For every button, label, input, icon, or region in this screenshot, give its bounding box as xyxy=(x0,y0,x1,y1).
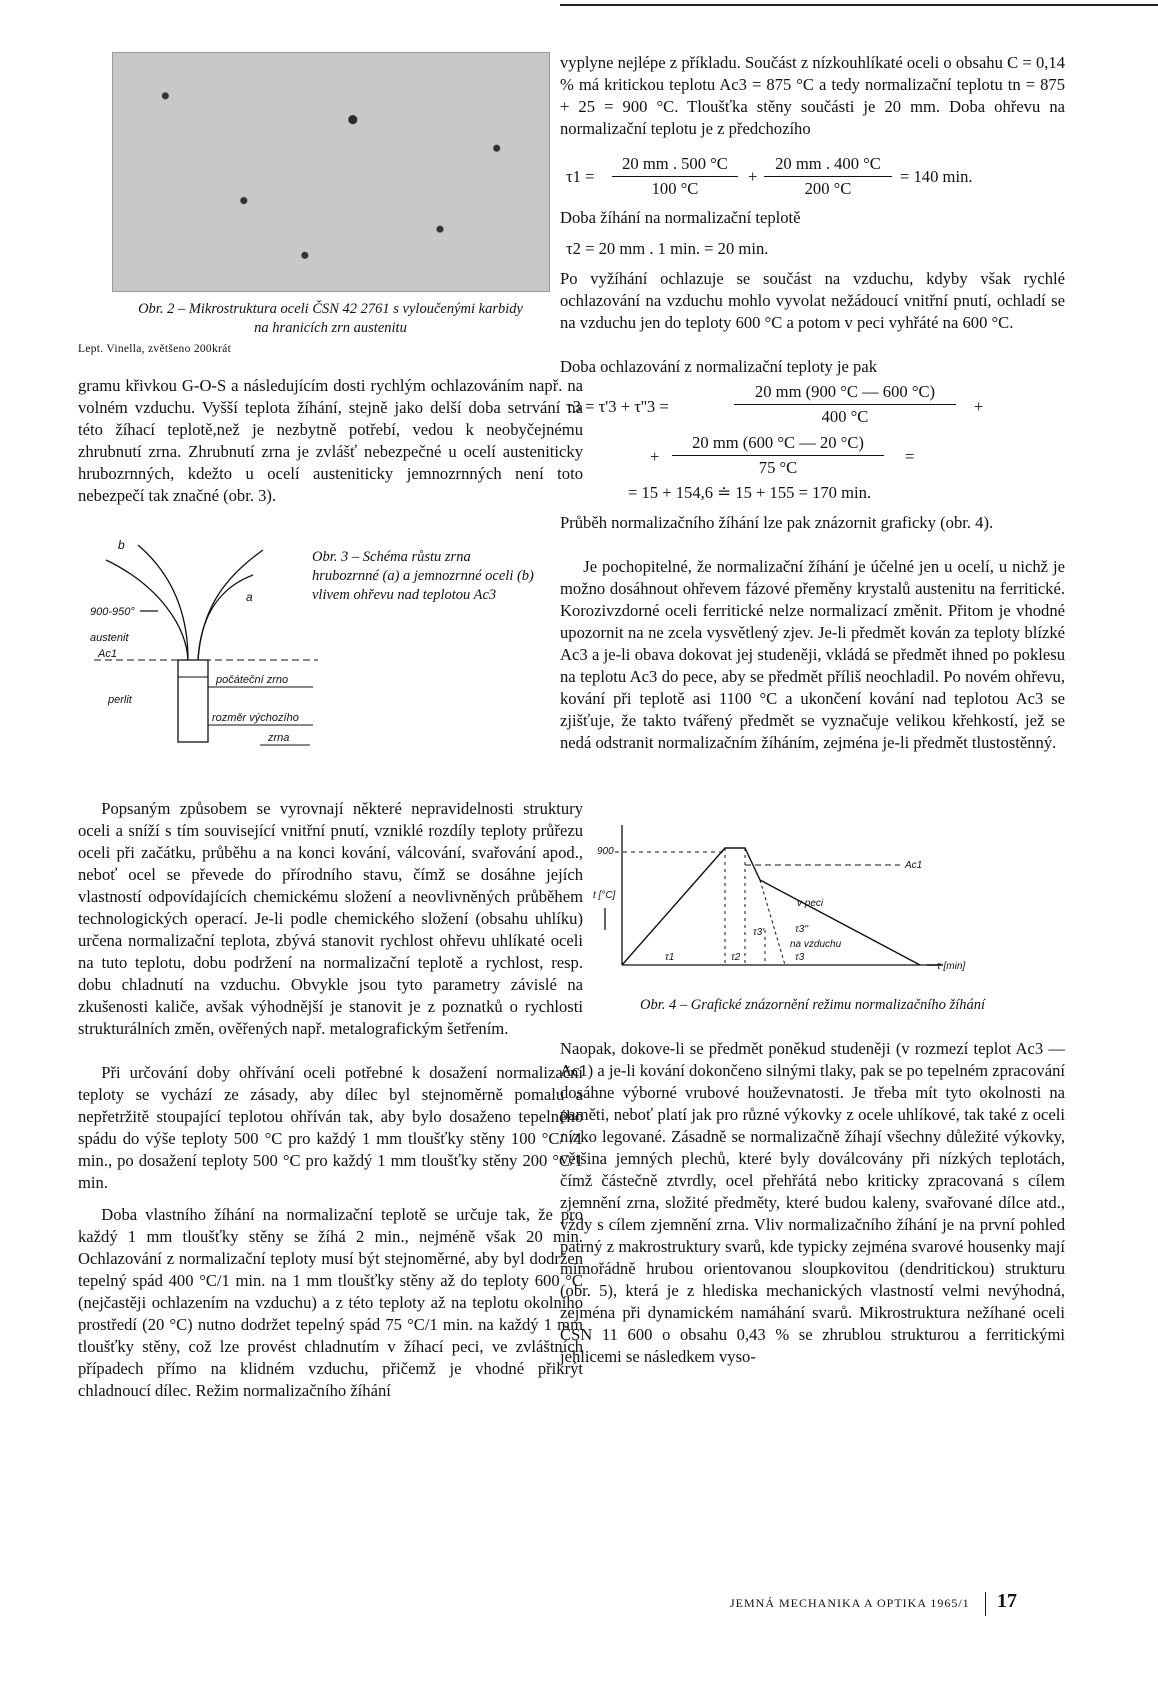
fig3-label-rozmer: rozměr výchozího xyxy=(212,712,299,724)
fig4-label-tau2: τ2 xyxy=(731,952,741,963)
right-paragraph-7: Naopak, dokove-li se předmět poněkud studeněji (v rozmezí teplot Ac3 — Ac1) a je-li kování dokončeno silnými tlaky, pak se po tepelném zpracování dosáhne výborné vrubové houževnatosti. Je třeba mít tyto okolnosti na paměti, neboť platí jak pro různé výkovky z ocele uhlíkové, tak také z oceli nízko legované. Zásadně se normalizačně žíhají všechny důležité výkovky, většina jemných plechů, které byly doválcovány při nízkých teplotách, čímž částečně ztvrdly, ocel přehřátá nebo kriticky zpracovaná s cílem zjemnění zrna, složité předměty, které budou kaleny, svařované dílce atd., vždy s cílem zjemnění zrna. Vliv normalizačního žíhání je na první pohled patrný z makrostruktury svarů, kde typicky zejména svarové housenky mají mimořádně hrubou orientovanou sloupkovitou (dendritickou) strukturu (obr. 5), která je z hlediska mechanických vlastností velmi nevýhodná, zejména při dynamickém namáhání svarů. Mikrostruktura nežíhané oceli ČSN 11 600 o obsahu 0,43 % se zhrublou strukturou a ferritickými jehlicemi se následkem vyso- xyxy=(560,1039,1065,1366)
top-rule xyxy=(560,4,1158,6)
fig4-label-tau3p: τ3' xyxy=(753,927,765,938)
page-number: 17 xyxy=(997,1590,1017,1612)
eq3-eq: = xyxy=(905,447,915,466)
fig3-label-pocatecni: počáteční zrno xyxy=(216,674,289,686)
fig4-label-tau3pp: τ3'' xyxy=(795,924,809,935)
fig3-label-perlit: perlit xyxy=(108,694,132,706)
eq1-lhs: τ1 = xyxy=(566,167,595,186)
eq3-num1: 20 mm (900 °C — 600 °C) xyxy=(754,382,936,401)
fig3-label-austenit: austenit xyxy=(90,632,129,644)
fig4-label-ac1: Ac1 xyxy=(905,860,923,871)
figure2-caption-line2: na hranicích zrn austenitu xyxy=(254,320,407,336)
fig4-label-t: t [°C] xyxy=(593,890,616,901)
figure3-diagram xyxy=(78,535,318,775)
footer-divider xyxy=(985,1592,986,1616)
left-paragraph-2: Popsaným způsobem se vyrovnají některé nepravidelnosti struktury oceli a sníží s tím související vnitřní pnutí, vzniklé rozdíly teploty průřezu oceli při začátku, průběhu a na konci kování, válcování, svařování apod., neboť ocel se převede do přírodního stavu, čímž se dosáhne jejích vlastností odpovídajících chemickému složení a neovlivněných průběhem technologických operací. Je-li podle chemického složení (obsahu uhlíku) určena normalizační teplota, zbývá stanovit rychlost ohřevu uhlíkaté oceli na tuto teplotu, dobu podržení na normalizační teplotě a rychlost, resp. dobu chladnutí na vzduchu. Obvykle jsou tyto parametry závislé na zkušenosti kaliče, avšak výhodnější je stanovit je z poznatků o rychlosti strukturálních změn, ověřených např. metalografickým šetřením. xyxy=(78,799,583,1038)
fig4-label-navzduchu: na vzduchu xyxy=(790,939,842,950)
fig3-label-b: b xyxy=(118,538,125,552)
eq3-num2: 20 mm (600 °C — 20 °C) xyxy=(692,433,864,452)
eq3-plus2: + xyxy=(650,447,660,466)
eq1-rhs: = 140 min. xyxy=(900,167,973,186)
eq1-den2: 200 °C xyxy=(804,179,852,198)
eq1-fracline-2 xyxy=(764,176,892,177)
figure4-caption: Obr. 4 – Grafické znázornění režimu normalizačního žíhání xyxy=(639,997,986,1013)
fig3-label-zrna: zrna xyxy=(268,732,290,744)
fig3-label-ac1: Ac1 xyxy=(98,648,117,660)
eq1-fracline-1 xyxy=(612,176,738,177)
fig3-label-temp: 900-950° xyxy=(90,606,135,618)
eq3-fracline-2 xyxy=(672,455,884,456)
eq3-fracline-1 xyxy=(734,404,956,405)
figure2-caption xyxy=(78,300,583,338)
footer-journal: JEMNÁ MECHANIKA A OPTIKA 1965/1 xyxy=(730,1596,970,1610)
left-paragraph-4: Doba vlastního žíhání na normalizační teplotě se určuje tak, že pro každý 1 mm tloušťky stěny se žíhá 2 min., nejméně však 20 min. Ochlazování z normalizační teploty musí být stejnoměrné, aby byl dodržen tepelný spád 400 °C/1 min. na 1 mm tloušťky stěny až do teploty 600 °C (nejčastěji ochlazením na vzduchu) a z této teploty až na teplotu okolního prostředí (20 °C) nutno dodržet tepelný spád 75 °C/1 min. na každý 1 mm tloušťky stěny, což lze provést chladnutím v žíhací peci, ve zvláštních případech přímo na klidném vzduchu, přičemž je vhodné přikrýt chladnoucí dílec. Režim normalizačního žíhání xyxy=(78,1205,583,1400)
figure2-note: Lept. Vinella, zvětšeno 200krát xyxy=(78,343,232,355)
right-paragraph-6: Je pochopitelné, že normalizační žíhání je účelné jen u ocelí, u nichž je možno dosáhnout ohřevem fázové přeměny krystalů austenitu na ferritické. Korozivzdorné oceli ferritické nelze normalizací změnit. Přitom je vhodné upozornit na ne zcela vysvětlený zjev. Je-li předmět kován za teploty blízké Ac3 a je-li obava dokovat jej studeněji, vkládá se předmět ihned po poklesu na teplotu Ac3 do pece, aby se předmět příliš neochladil. Po novém ohřevu, kování při teplotě asi 1100 °C a ukončení kování nad teplotou Ac3 se zjišťuje, že takto tvářený předmět se vyznačuje velikou křehkostí, jež se nedá odstranit normalizačním žíháním, zejména je-li předmět tlustostěnný. xyxy=(560,557,1065,752)
fig4-label-tau1: τ1 xyxy=(665,952,675,963)
eq3-den1: 400 °C xyxy=(821,407,869,426)
eq3-result: = 15 + 154,6 ≐ 15 + 155 = 170 min. xyxy=(628,483,872,502)
right-paragraph-4: Doba ochlazování z normalizační teploty je pak xyxy=(560,357,877,376)
micrograph-image xyxy=(112,52,550,292)
fig4-label-vpeci: v peci xyxy=(797,898,824,909)
figure3-caption: Obr. 3 – Schéma růstu zrna hrubozrnné (a) a jemnozrnné oceli (b) vlivem ohřevu nad teplotou Ac3 xyxy=(312,549,534,603)
equation-2: τ2 = 20 mm . 1 min. = 20 min. xyxy=(566,239,769,258)
right-paragraph-1: vyplyne nejlépe z příkladu. Součást z nízkouhlíkaté oceli o obsahu C = 0,14 % má kritickou teplotu Ac3 = 875 °C a tedy normalizační teplotu tn = 875 + 25 = 900 °C. Tloušťka stěny součásti je 20 mm. Doba ohřevu na normalizační teplotu je z předchozího xyxy=(560,53,1065,138)
fig4-label-tau3: τ3 xyxy=(795,952,805,963)
fig4-label-900: 900 xyxy=(597,846,614,857)
right-paragraph-3: Po vyžíhání ochlazuje se součást na vzduchu, kdyby však rychlé ochlazování na vzduchu mohlo vyvolat nežádoucí vnitřní pnutí, ochladí se na vzduchu jen do teploty 600 °C a potom v peci vyhřáté na 600 °C. xyxy=(560,269,1065,332)
eq3-lhs: τ3 = τ'3 + τ''3 = xyxy=(566,397,669,416)
eq3-den2: 75 °C xyxy=(758,458,798,477)
figure4-diagram xyxy=(585,820,1005,975)
left-paragraph-3: Při určování doby ohřívání oceli potřebné k dosažení normalizační teploty se vychází ze zásady, aby dílec byl stejnoměrně pomalu a nepřetržitě stoupající teplotou ohříván tak, aby bylo dosaženo tepelného spádu do výše teploty 500 °C pro každý 1 mm tloušťky stěny 100 °C/ /1 min., po dosažení teploty 500 °C pro každý 1 mm tloušťky stěny 200 °C/1 min. xyxy=(78,1063,583,1192)
fig4-label-axis: τ [min] xyxy=(937,961,966,972)
eq3-plus1: + xyxy=(974,397,984,416)
figure2-caption-line1: Obr. 2 – Mikrostruktura oceli ČSN 42 2761 s vyloučenými karbidy xyxy=(138,301,523,317)
eq1-plus: + xyxy=(748,167,758,186)
right-paragraph-2: Doba žíhání na normalizační teplotě xyxy=(560,208,801,227)
eq1-den1: 100 °C xyxy=(651,179,699,198)
right-paragraph-5: Průběh normalizačního žíhání lze pak znázornit graficky (obr. 4). xyxy=(560,513,994,532)
eq1-num1: 20 mm . 500 °C xyxy=(622,154,728,173)
left-paragraph-1: gramu křivkou G-O-S a následujícím dosti rychlým ochlazováním např. na volném vzduchu. Vyšší teplota žíhání, stejně jako delší doba setrvání na této žíhací teplotě,než je nezbytně potřebí, vedou k neobyčejnému zhrubnutí zrna. Zhrubnutí zrna je zvlášť nebezpečné u ocelí austeniticky hrubozrnných, kdežto u ocelí austeniticky jemnozrnných není toto nebezpečí tak značné (obr. 3). xyxy=(78,376,583,505)
fig3-label-a: a xyxy=(246,590,253,604)
eq1-num2: 20 mm . 400 °C xyxy=(775,154,881,173)
